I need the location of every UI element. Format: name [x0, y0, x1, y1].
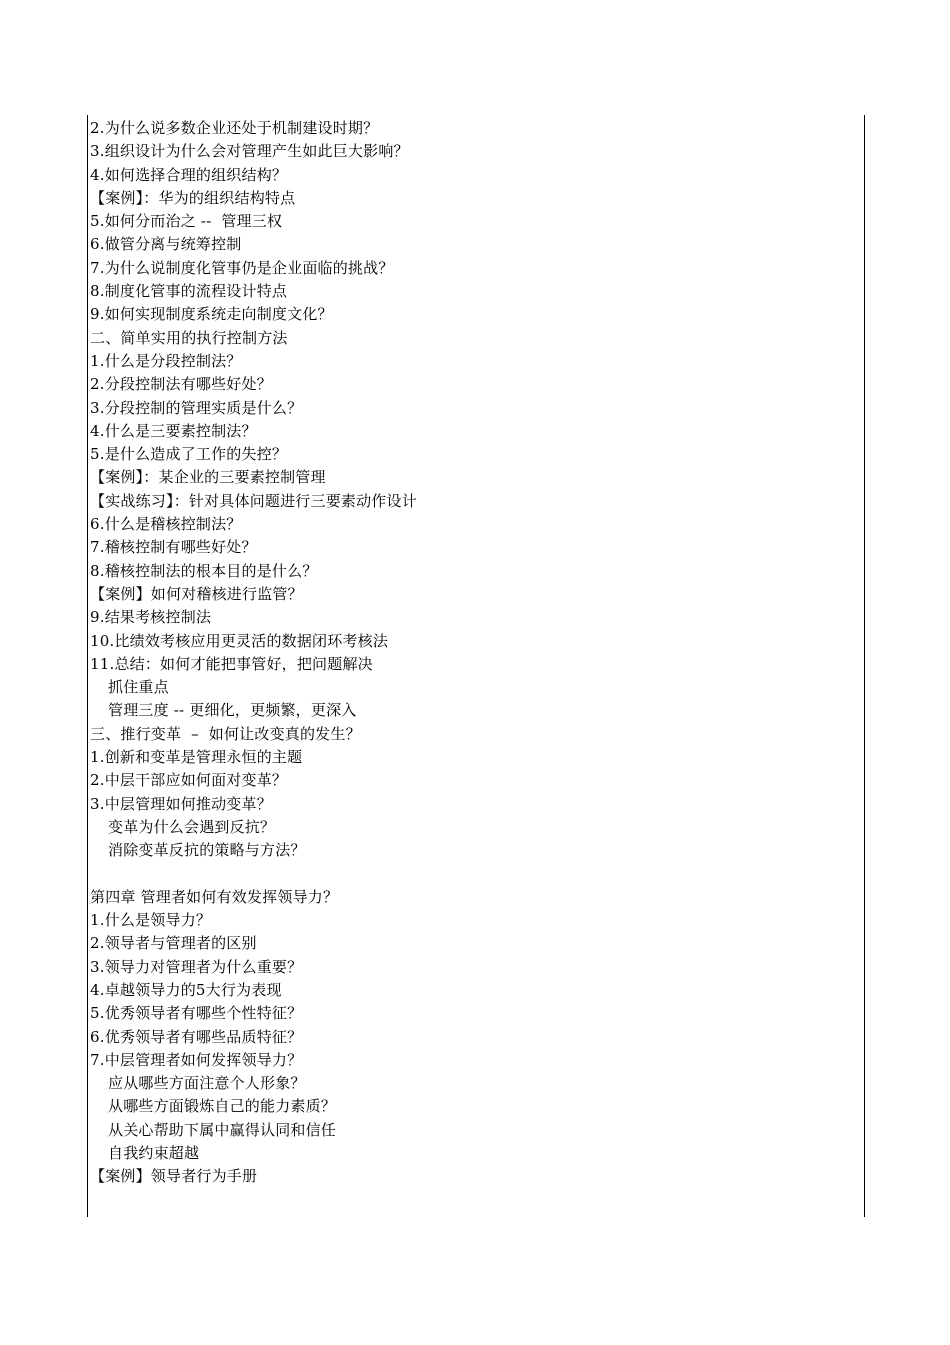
text-line: 3.分段控制的管理实质是什么？ — [90, 398, 303, 417]
text-line: 9.如何实现制度系统走向制度文化？ — [90, 305, 333, 324]
text-line: 8.制度化管事的流程设计特点 — [90, 282, 288, 301]
text-line: 【实战练习】：针对具体问题进行三要素动作设计 — [90, 491, 417, 510]
text-line: 【案例】领导者行为手册 — [90, 1167, 258, 1186]
text-line: 5.是什么造成了工作的失控？ — [90, 445, 288, 464]
text-line: 自我约束超越 — [108, 1144, 200, 1163]
text-line: 1.什么是分段控制法？ — [90, 351, 242, 370]
text-line: 3.组织设计为什么会对管理产生如此巨大影响？ — [90, 142, 409, 161]
text-line: 4.卓越领导力的5大行为表现 — [90, 980, 282, 999]
text-line: 6.优秀领导者有哪些品质特征？ — [90, 1027, 303, 1046]
text-line: 5.优秀领导者有哪些个性特征？ — [90, 1004, 303, 1023]
text-line: 2.分段控制法有哪些好处？ — [90, 375, 272, 394]
text-line: 1.创新和变革是管理永恒的主题 — [90, 748, 303, 767]
text-line: 7.为什么说制度化管事仍是企业面临的挑战？ — [90, 258, 394, 277]
text-line: 6.做管分离与统筹控制 — [90, 235, 242, 254]
blank-line — [90, 863, 860, 886]
text-line: 1.什么是领导力？ — [90, 911, 212, 930]
text-line: 从哪些方面锻炼自己的能力素质？ — [108, 1097, 337, 1116]
text-line: 4.如何选择合理的组织结构？ — [90, 165, 288, 184]
text-line: 管理三度 -- 更细化，更频繁，更深入 — [108, 701, 357, 720]
text-line: 二、简单实用的执行控制方法 — [90, 328, 288, 347]
text-line: 9.结果考核控制法 — [90, 608, 212, 627]
text-line: 8.稽核控制法的根本目的是什么？ — [90, 561, 318, 580]
text-line: 变革为什么会遇到反抗？ — [108, 817, 276, 836]
text-line: 2.为什么说多数企业还处于机制建设时期？ — [90, 119, 379, 137]
text-line: 第四章 管理者如何有效发挥领导力？ — [90, 887, 339, 906]
text-line: 3.中层管理如何推动变革？ — [90, 794, 272, 813]
text-line: 7.中层管理者如何发挥领导力？ — [90, 1050, 303, 1069]
text-line: 3.领导力对管理者为什么重要？ — [90, 957, 303, 976]
table-cell-content — [90, 117, 860, 1189]
text-line: 4.什么是三要素控制法？ — [90, 421, 257, 440]
text-line: 7.稽核控制有哪些好处？ — [90, 538, 257, 557]
text-line: 应从哪些方面注意个人形象？ — [108, 1074, 306, 1093]
text-line: 【案例】：华为的组织结构特点 — [90, 188, 296, 207]
text-line: 【案例】：某企业的三要素控制管理 — [90, 468, 326, 487]
text-line: 6.什么是稽核控制法？ — [90, 515, 242, 534]
text-line: 11.总结：如何才能把事管好，把问题解决 — [90, 654, 373, 673]
text-line: 抓住重点 — [108, 678, 169, 697]
text-line: 三、推行变革 – 如何让改变真的发生？ — [90, 724, 361, 743]
text-line: 2.中层干部应如何面对变革？ — [90, 771, 288, 790]
text-line: 消除变革反抗的策略与方法？ — [108, 841, 306, 860]
text-line: 从关心帮助下属中赢得认同和信任 — [108, 1120, 337, 1139]
text-line: 【案例】如何对稽核进行监管？ — [90, 584, 303, 603]
table-right-border — [864, 115, 865, 1217]
text-line: 5.如何分而治之 -- 管理三权 — [90, 212, 283, 231]
text-line: 2.领导者与管理者的区别 — [90, 934, 257, 953]
text-line: 10.比绩效考核应用更灵活的数据闭环考核法 — [90, 631, 389, 650]
table-left-border — [87, 115, 88, 1217]
